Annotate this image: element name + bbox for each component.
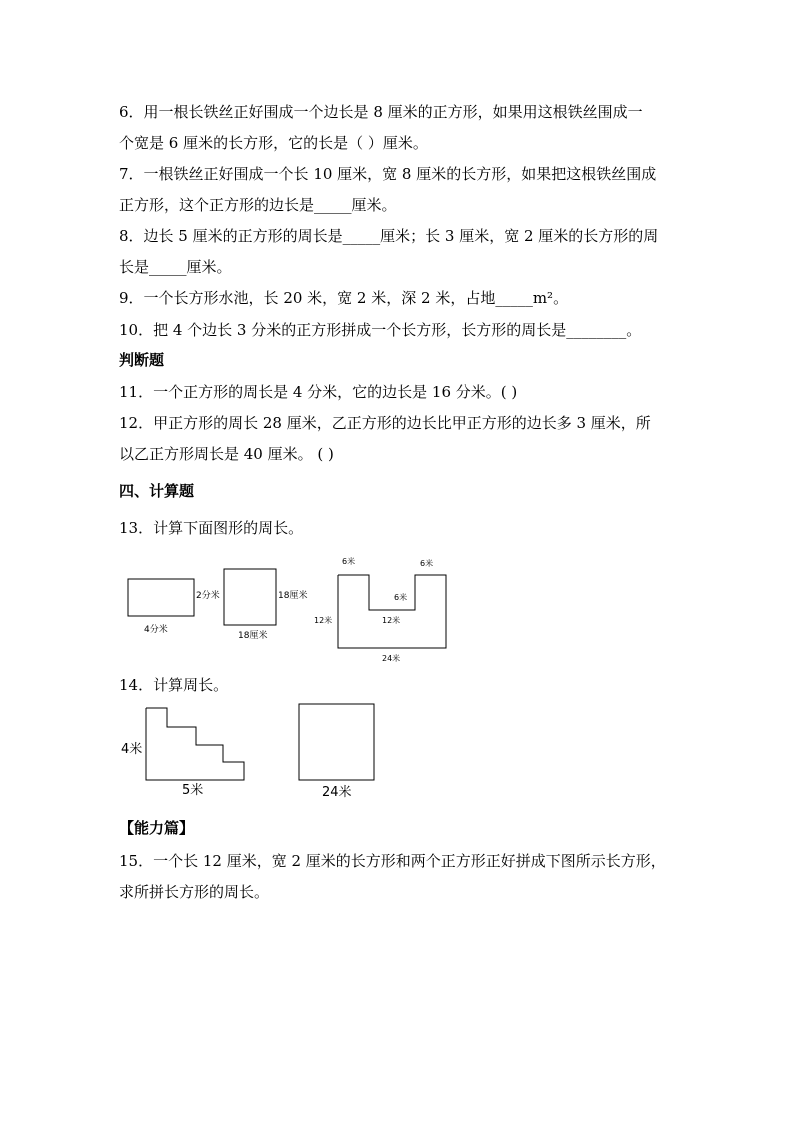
figure-14 bbox=[115, 700, 385, 805]
question-14: 14．计算周长。 bbox=[119, 676, 229, 694]
staircase-shape bbox=[146, 708, 244, 780]
question-8-line-2: 长是_____厘米。 bbox=[119, 258, 232, 276]
question-6-line-2: 个宽是 6 厘米的长方形，它的长是（ ）厘米。 bbox=[119, 134, 428, 152]
rectangle-shape bbox=[128, 579, 194, 616]
question-15-line-1: 15．一个长 12 厘米，宽 2 厘米的长方形和两个正方形正好拼成下图所示长方形， bbox=[119, 852, 666, 870]
square-24-label: 24米 bbox=[322, 785, 352, 800]
rect-width-label: 4分米 bbox=[144, 625, 168, 635]
question-13: 13．计算下面图形的周长。 bbox=[119, 519, 304, 537]
question-9: 9．一个长方形水池，长 20 米，宽 2 米，深 2 米，占地_____m²。 bbox=[119, 289, 569, 307]
question-7-line-1: 7．一根铁丝正好围成一个长 10 厘米，宽 8 厘米的长方形，如果把这根铁丝围成 bbox=[119, 165, 657, 183]
question-7-line-2: 正方形，这个正方形的边长是_____厘米。 bbox=[119, 196, 397, 214]
u-left-top-label: 6米 bbox=[342, 557, 356, 566]
section-calc-heading: 四、计算题 bbox=[119, 482, 195, 500]
u-width-label: 24米 bbox=[382, 654, 401, 663]
section-ability-heading: 【能力篇】 bbox=[119, 819, 195, 837]
u-height-label: 12米 bbox=[314, 616, 333, 625]
square-24-shape bbox=[299, 704, 374, 780]
u-shape bbox=[338, 575, 446, 648]
square-bottom-label: 18厘米 bbox=[238, 631, 268, 641]
u-right-top-label: 6米 bbox=[420, 559, 434, 568]
staircase-height-label: 4米 bbox=[121, 742, 143, 757]
question-12-line-1: 12．甲正方形的周长 28 厘米，乙正方形的边长比甲正方形的边长多 3 厘米，所 bbox=[119, 414, 651, 432]
square-right-label: 18厘米 bbox=[278, 591, 308, 601]
question-15-line-2: 求所拼长方形的周长。 bbox=[119, 883, 270, 901]
question-11: 11．一个正方形的周长是 4 分米，它的边长是 16 分米。( ) bbox=[119, 383, 518, 401]
question-8-line-1: 8．边长 5 厘米的正方形的周长是_____厘米；长 3 厘米，宽 2 厘米的长方形的周 bbox=[119, 227, 659, 245]
staircase-width-label: 5米 bbox=[182, 783, 204, 798]
u-notch-depth-label: 6米 bbox=[394, 593, 408, 602]
rect-height-label: 2分米 bbox=[196, 591, 220, 601]
question-6-line-1: 6．用一根长铁丝正好围成一个边长是 8 厘米的正方形，如果用这根铁丝围成一 bbox=[119, 103, 643, 121]
question-10: 10．把 4 个边长 3 分米的正方形拼成一个长方形，长方形的周长是________。 bbox=[119, 321, 642, 339]
question-12-line-2: 以乙正方形周长是 40 厘米。 ( ) bbox=[119, 445, 334, 463]
u-notch-width-label: 12米 bbox=[382, 616, 401, 625]
figure-13 bbox=[120, 550, 460, 665]
square-shape bbox=[224, 569, 276, 625]
section-judge-heading: 判断题 bbox=[119, 351, 165, 369]
